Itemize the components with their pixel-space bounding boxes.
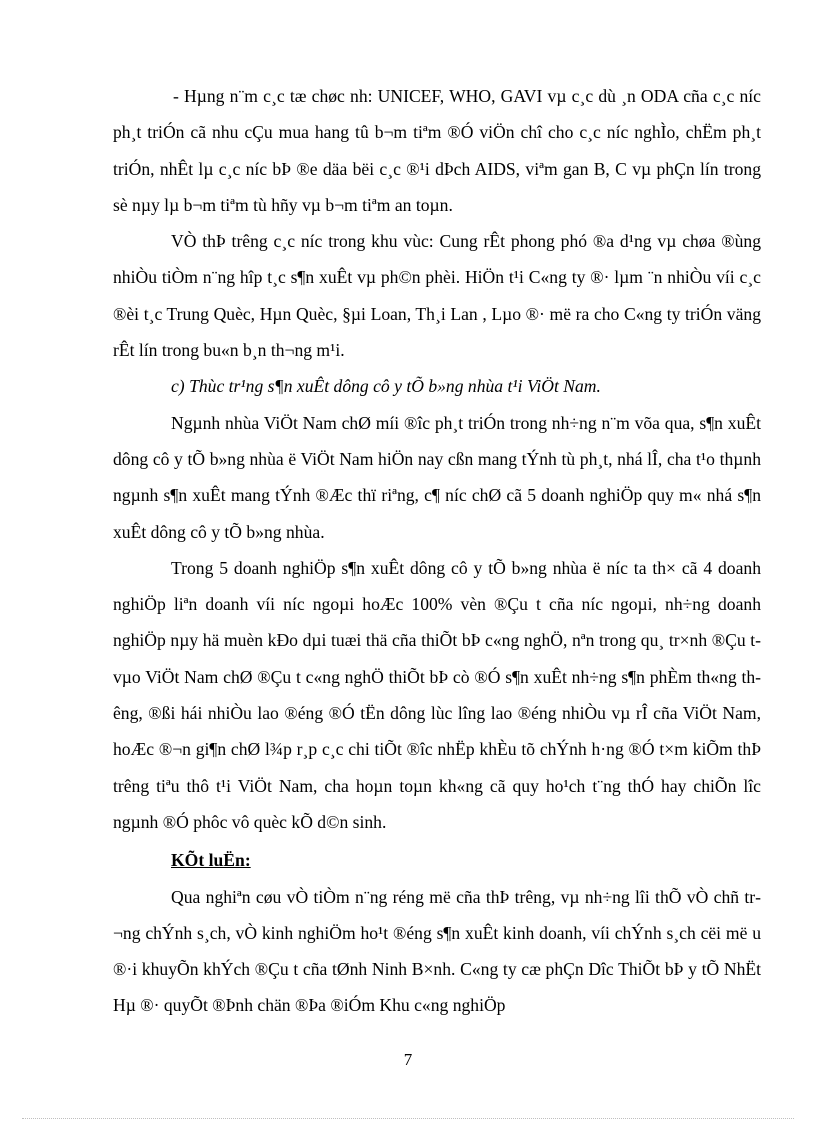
paragraph-conclusion: Qua nghiªn cøu vÒ tiÒm n¨ng réng më cña thÞ trêng, vµ nh÷ng lîi thÕ vÒ chñ tr¬ng chÝnh s¸ch, vÒ kinh nghiÖm ho¹t ®éng s¶n xuÊt kinh doanh, víi chÝnh s¸ch cëi më u ®·i khuyÕn khÝch ®Çu t cña tØnh Ninh B×nh. C«ng ty cæ phÇn Dîc ThiÕt bÞ y tÕ NhËt Hµ ®· quyÕt ®Þnh chän ®Þa ®iÓm Khu c«ng nghiÖp — [113, 886, 761, 1016]
footer-divider — [22, 1118, 794, 1119]
paragraph-international-orgs: - Hµng n¨m c¸c tæ chøc nh: UNICEF, WHO, GAVI vµ c¸c dù ¸n ODA cña c¸c níc ph¸t triÓn cã nhu cÇu mua hang tû b¬m tiªm ®Ó viÖn chî cho c¸c níc nghÌo, chËm ph¸t triÓn, nhÊt lµ c¸c níc bÞ ®e däa bëi c¸c ®¹i dÞch AIDS, viªm gan B, C vµ phÇn lín trong sè nµy lµ b¬m tiªm tù hñy vµ b¬m tiªm an toµn. — [113, 86, 761, 215]
paragraph-enterprises: Trong 5 doanh nghiÖp s¶n xuÊt dông cô y tÕ b»ng nhùa ë níc ta th× cã 4 doanh nghiÖp liªn doanh víi níc ngoµi hoÆc 100% vèn ®Çu t cña níc ngoµi, nh÷ng doanh nghiÖp nµy hä muèn kÐo dµi tuæi thä cña thiÕt bÞ c«ng nghÖ, nªn trong qu¸ tr×nh ®Çu t vµo ViÖt Nam chØ ®Çu t c«ng nghÖ thiÕt bÞ cò ®Ó s¶n xuÊt nh÷ng s¶n phÈm th«ng thêng, ®ßi hái nhiÒu lao ®éng ®Ó tËn dông lùc lîng lao ®éng nhiÒu vµ rÎ cña ViÖt Nam, hoÆc ®¬n gi¶n chØ l¾p r¸p c¸c chi tiÕt ®îc nhËp khÈu tõ chÝnh h·ng ®Ó t×m kiÕm thÞ trêng tiªu thô t¹i ViÖt Nam, cha hoµn toµn kh«ng cã quy ho¹ch t¨ng thÓ hay chiÕn lîc ngµnh ®Ó phôc vô quèc kÕ d©n sinh. — [113, 557, 761, 832]
paragraph-plastics-industry: Ngµnh nhùa ViÖt Nam chØ míi ®îc ph¸t triÓn trong nh÷ng n¨m võa qua, s¶n xuÊt dông cô y tÕ b»ng nhùa ë ViÖt Nam hiÖn nay cßn mang tÝnh tù ph¸t, nhá lÎ, cha t¹o thµnh ngµnh s¶n xuÊt mang tÝnh ®Æc thï riªng, c¶ níc chØ cã 5 doanh nghiÖp quy m« nhá s¶n xuÊt dông cô y tÕ b»ng nhùa. — [113, 412, 761, 542]
paragraph-regional-markets: VÒ thÞ trêng c¸c níc trong khu vùc: Cung rÊt phong phó ®a d¹ng vµ chøa ®ùng nhiÒu tiÒm n¨ng hîp t¸c s¶n xuÊt vµ ph©n phèi. HiÖn t¹i C«ng ty ®· lµm ¨n nhiÒu víi c¸c ®èi t¸c Trung Quèc, Hµn Quèc, §µi Loan, Th¸i Lan , Lµo ®· më ra cho C«ng ty triÓn väng rÊt lín trong bu«n b¸n th¬ng m¹i. — [113, 231, 761, 361]
body-text — [113, 78, 761, 1024]
section-subheading: c) Thùc tr¹ng s¶n xuÊt dông cô y tÕ b»ng nhùa t¹i ViÖt Nam. — [171, 376, 601, 397]
conclusion-heading: KÕt luËn: — [171, 850, 251, 871]
page-number: 7 — [403, 1050, 413, 1069]
